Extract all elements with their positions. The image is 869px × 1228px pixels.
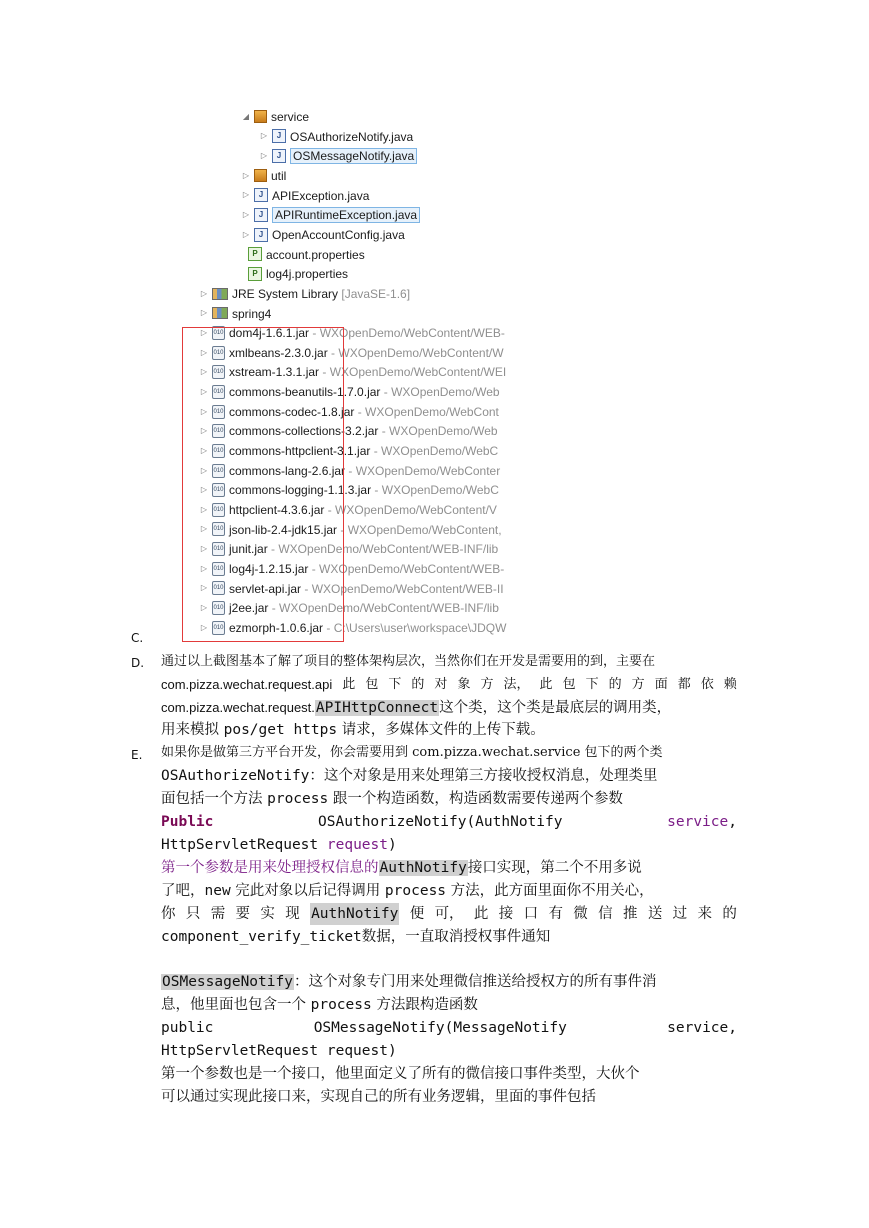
tree-row[interactable] [198,303,271,323]
collapsed-arrow-icon[interactable]: ▷ [200,386,208,396]
para-e-line11: 息，他里面也包含一个 process 方法跟构造函数 [161,997,478,1013]
para-e-line9: component_verify_ticket数据，一直取消授权事件通知 [161,929,551,945]
word: 只 [185,906,201,922]
tree-row[interactable] [198,283,410,303]
collapsed-arrow-icon[interactable]: ▷ [242,229,250,239]
tree-row-path: - WXOpenDemo/WebContent/W [327,345,504,360]
word: 信 [598,906,613,922]
word: 面 [654,677,668,692]
package-icon [254,169,267,182]
tree-row-path: - WXOpenDemo/WebContent/WEB-II [301,581,504,596]
interface-name-highlight: AuthNotify [310,903,399,925]
library-icon [212,307,228,319]
jar-file-icon: 010 [212,503,225,517]
tree-row[interactable] [240,204,420,224]
java-file-icon: J [254,228,268,242]
word: 方 [631,677,645,692]
tree-row-label: spring4 [232,306,272,321]
para-d-line1: 通过以上截图基本了解了项目的整体架构层次，当然你们在开发是需要用的到，主要在 [161,654,656,669]
collapsed-arrow-icon[interactable]: ▷ [200,603,208,613]
para-e-line7: 了吧，new 完此对象以后记得调用 process 方法，此方面里面你不用关心， [161,883,654,899]
tree-row[interactable] [240,185,369,205]
jar-file-icon: 010 [212,444,225,458]
tree-row-label: OSMessageNotify.java [290,148,417,164]
collapsed-arrow-icon[interactable]: ▷ [200,465,208,475]
tree-row-label: commons-beanutils-1.7.0.jar [229,384,381,399]
word: 都 [677,677,691,692]
collapsed-arrow-icon[interactable]: ▷ [200,622,208,632]
java-file-icon: J [272,149,286,163]
word: 方 [480,677,494,692]
tree-row[interactable] [240,224,405,244]
tree-row-path: - WXOpenDemo/WebContent, [337,522,502,537]
collapsed-arrow-icon[interactable]: ▷ [242,210,250,220]
para-e-line3: 面包括一个方法 process 跟一个构造函数，构造函数需要传递两个参数 [161,791,623,807]
tree-row-label: log4j-1.2.15.jar [229,561,309,576]
word: 过 [672,906,688,922]
tree-row-path: - WXOpenDemo/WebContent/V [324,502,497,517]
tree-row-label: APIRuntimeException.java [272,207,420,223]
collapsed-arrow-icon[interactable]: ▷ [200,544,208,554]
tree-row-path: - WXOpenDemo/WebContent/WEB-INF/lib [267,542,499,557]
tree-row-label: j2ee.jar [229,601,269,616]
tree-row-label: commons-lang-2.6.jar [229,463,346,478]
class-name-highlight: APIHttpConnect [315,700,439,716]
list-marker-e: E. [131,748,143,762]
jar-file-icon: 010 [212,365,225,379]
word: 赖 [723,677,737,692]
tree-row-label: servlet-api.jar [229,581,302,596]
tree-row-path: - WXOpenDemo/WebContent/WEB- [309,325,505,340]
tree-row[interactable] [240,165,286,185]
tree-row-label: APIException.java [272,188,370,203]
word: 包 [562,677,576,692]
para-e-line14: 第一个参数也是一个接口，他里面定义了所有的微信接口事件类型，大伙个 [161,1066,640,1082]
para-e-line6: 第一个参数是用来处理授权信息的AuthNotify接口实现，第二个不用多说 [161,860,642,876]
word: 要 [235,906,251,922]
tree-row-label: dom4j-1.6.1.jar [229,325,310,340]
code-signature-2b: HttpServletRequest request) [161,1043,397,1059]
properties-file-icon: P [248,267,262,281]
tree-row[interactable] [258,145,417,165]
tree-row-label: xmlbeans-2.3.0.jar [229,345,328,360]
tree-row-path: - WXOpenDemo/WebC [371,483,499,498]
tree-row-label: json-lib-2.4-jdk15.jar [229,522,338,537]
collapsed-arrow-icon[interactable]: ▷ [200,288,208,298]
properties-file-icon: P [248,247,262,261]
jar-file-icon: 010 [212,522,225,536]
java-file-icon: J [254,208,268,222]
tree-row-path: - WXOpenDemo/WebContent/WEB-INF/lib [268,601,499,616]
word: 象 [457,677,471,692]
collapsed-arrow-icon[interactable]: ▷ [200,445,208,455]
word: 法， [503,677,530,692]
jar-file-icon: 010 [212,601,225,615]
tree-row-label: httpclient-4.3.6.jar [229,502,325,517]
collapsed-arrow-icon[interactable]: ▷ [200,426,208,436]
collapsed-arrow-icon[interactable]: ▷ [200,367,208,377]
word: 接 [498,906,514,922]
para-d-line2 [161,674,737,696]
tree-row-label: commons-codec-1.8.jar [229,404,355,419]
para-e-line10: OSMessageNotify：这个对象专门用来处理微信推送给授权方的所有事件消 [162,974,657,990]
jar-file-icon: 010 [212,326,225,340]
word: com.pizza.wechat.request.api [161,677,333,692]
collapsed-arrow-icon[interactable]: ▷ [242,190,250,200]
tree-row-path: - C:\Users\user\workspace\JDQW [323,620,507,635]
collapsed-arrow-icon[interactable]: ▷ [200,308,208,318]
tree-row-path: - WXOpenDemo/Web [378,424,498,439]
word: 便 [409,906,425,922]
collapsed-arrow-icon[interactable]: ▷ [200,406,208,416]
jar-file-icon: 010 [212,581,225,595]
para-e-line2: OSAuthorizeNotify：这个对象是用来处理第三方接收授权消息，处理类里 [161,768,658,784]
word: 的 [608,677,622,692]
tree-row-label: OpenAccountConfig.java [272,227,405,242]
collapsed-arrow-icon[interactable]: ▷ [200,485,208,495]
jar-file-icon: 010 [212,405,225,419]
tree-row-path: - WXOpenDemo/WebCont [354,404,499,419]
package-icon [254,110,267,123]
java-file-icon: J [272,129,286,143]
tree-row-label: commons-logging-1.1.3.jar [229,483,372,498]
jar-file-icon: 010 [212,562,225,576]
tree-row-label: account.properties [266,247,365,262]
tree-row-path: - WXOpenDemo/WebC [370,443,499,458]
tree-row-label: util [271,168,287,183]
word: 口 [523,906,539,922]
list-marker-c: C. [131,631,144,645]
list-marker-d: D. [131,656,145,670]
para-d-line3: com.pizza.wechat.request.APIHttpConnect这个类，这个类是最底层的调用类， [161,700,672,716]
jar-file-icon: 010 [212,385,225,399]
collapsed-arrow-icon[interactable]: ▷ [200,504,208,514]
collapsed-arrow-icon[interactable]: ▷ [260,151,268,161]
collapsed-arrow-icon[interactable]: ▷ [260,131,268,141]
para-e-line1: 如果你是做第三方平台开发，你会需要用到 com.pizza.wechat.service 包下的两个类 [161,745,663,760]
tree-row-label: junit.jar [229,542,268,557]
library-icon [212,288,228,300]
tree-row-path: - WXOpenDemo/Web [380,384,500,399]
tree-row-label: JRE System Library [232,286,339,301]
word: 包 [365,677,379,692]
tree-row[interactable] [234,244,365,264]
word: 可， [434,906,464,922]
word: 依 [700,677,714,692]
tree-row-label: ezmorph-1.0.6.jar [229,620,324,635]
para-d-line4: 用来模拟 pos/get https 请求，多媒体文件的上传下载。 [161,722,545,738]
tree-row[interactable] [234,263,348,283]
word: 此 [539,677,553,692]
collapsed-arrow-icon[interactable]: ▷ [242,170,250,180]
jar-file-icon: 010 [212,542,225,556]
word: 对 [434,677,448,692]
jar-file-icon: 010 [212,483,225,497]
para-e-line8 [161,903,737,925]
collapsed-arrow-icon[interactable]: ▷ [200,563,208,573]
collapsed-arrow-icon[interactable]: ▷ [200,583,208,593]
collapsed-arrow-icon[interactable]: ▷ [200,327,208,337]
collapsed-arrow-icon[interactable]: ▷ [200,524,208,534]
code-signature-1b: HttpServletRequest request) [161,837,397,853]
tree-row-path: - WXOpenDemo/WebContent/WEI [319,365,507,380]
jar-file-icon: 010 [212,621,225,635]
java-file-icon: J [254,188,268,202]
tree-row-label: commons-collections-3.2.jar [229,424,379,439]
word: 此 [473,906,489,922]
word: 微 [573,906,588,922]
tree-row-label: log4j.properties [266,267,349,282]
jar-file-icon: 010 [212,346,225,360]
package-explorer-screenshot [162,100,538,648]
tree-row-label: commons-httpclient-3.1.jar [229,443,371,458]
red-highlight-box [182,327,344,642]
word: 你 [161,906,176,922]
tree-row-label: OSAuthorizeNotify.java [290,129,414,144]
code-signature-1: Public OSAuthorizeNotify(AuthNotify service, [161,814,737,830]
word: 需 [210,906,226,922]
tree-row-path: - WXOpenDemo/WebConter [345,463,501,478]
collapsed-arrow-icon[interactable]: ▷ [200,347,208,357]
word: 实 [260,906,275,922]
word: 有 [548,906,563,922]
word: 此 [342,677,356,692]
tree-row-label: service [271,109,310,124]
tree-row-label: xstream-1.3.1.jar [229,365,320,380]
word: 送 [647,906,663,922]
jar-file-icon: 010 [212,464,225,478]
word: 现 [285,906,300,922]
expanded-arrow-icon[interactable]: ◢ [242,111,250,121]
tree-row-path: - WXOpenDemo/WebContent/WEB- [308,561,505,576]
word: 下 [388,677,402,692]
word: 的 [722,906,737,922]
para-e-line15: 可以通过实现此接口来，实现自己的所有业务逻辑，里面的事件包括 [161,1089,596,1105]
tree-row[interactable] [240,106,309,126]
tree-row[interactable] [258,126,413,146]
word: 来 [697,906,712,922]
word: 推 [622,906,638,922]
word: 的 [411,677,425,692]
tree-row-path: [JavaSE-1.6] [338,286,411,301]
jar-file-icon: 010 [212,424,225,438]
word: 下 [585,677,599,692]
code-signature-2: public OSMessageNotify(MessageNotify service, [161,1020,737,1036]
